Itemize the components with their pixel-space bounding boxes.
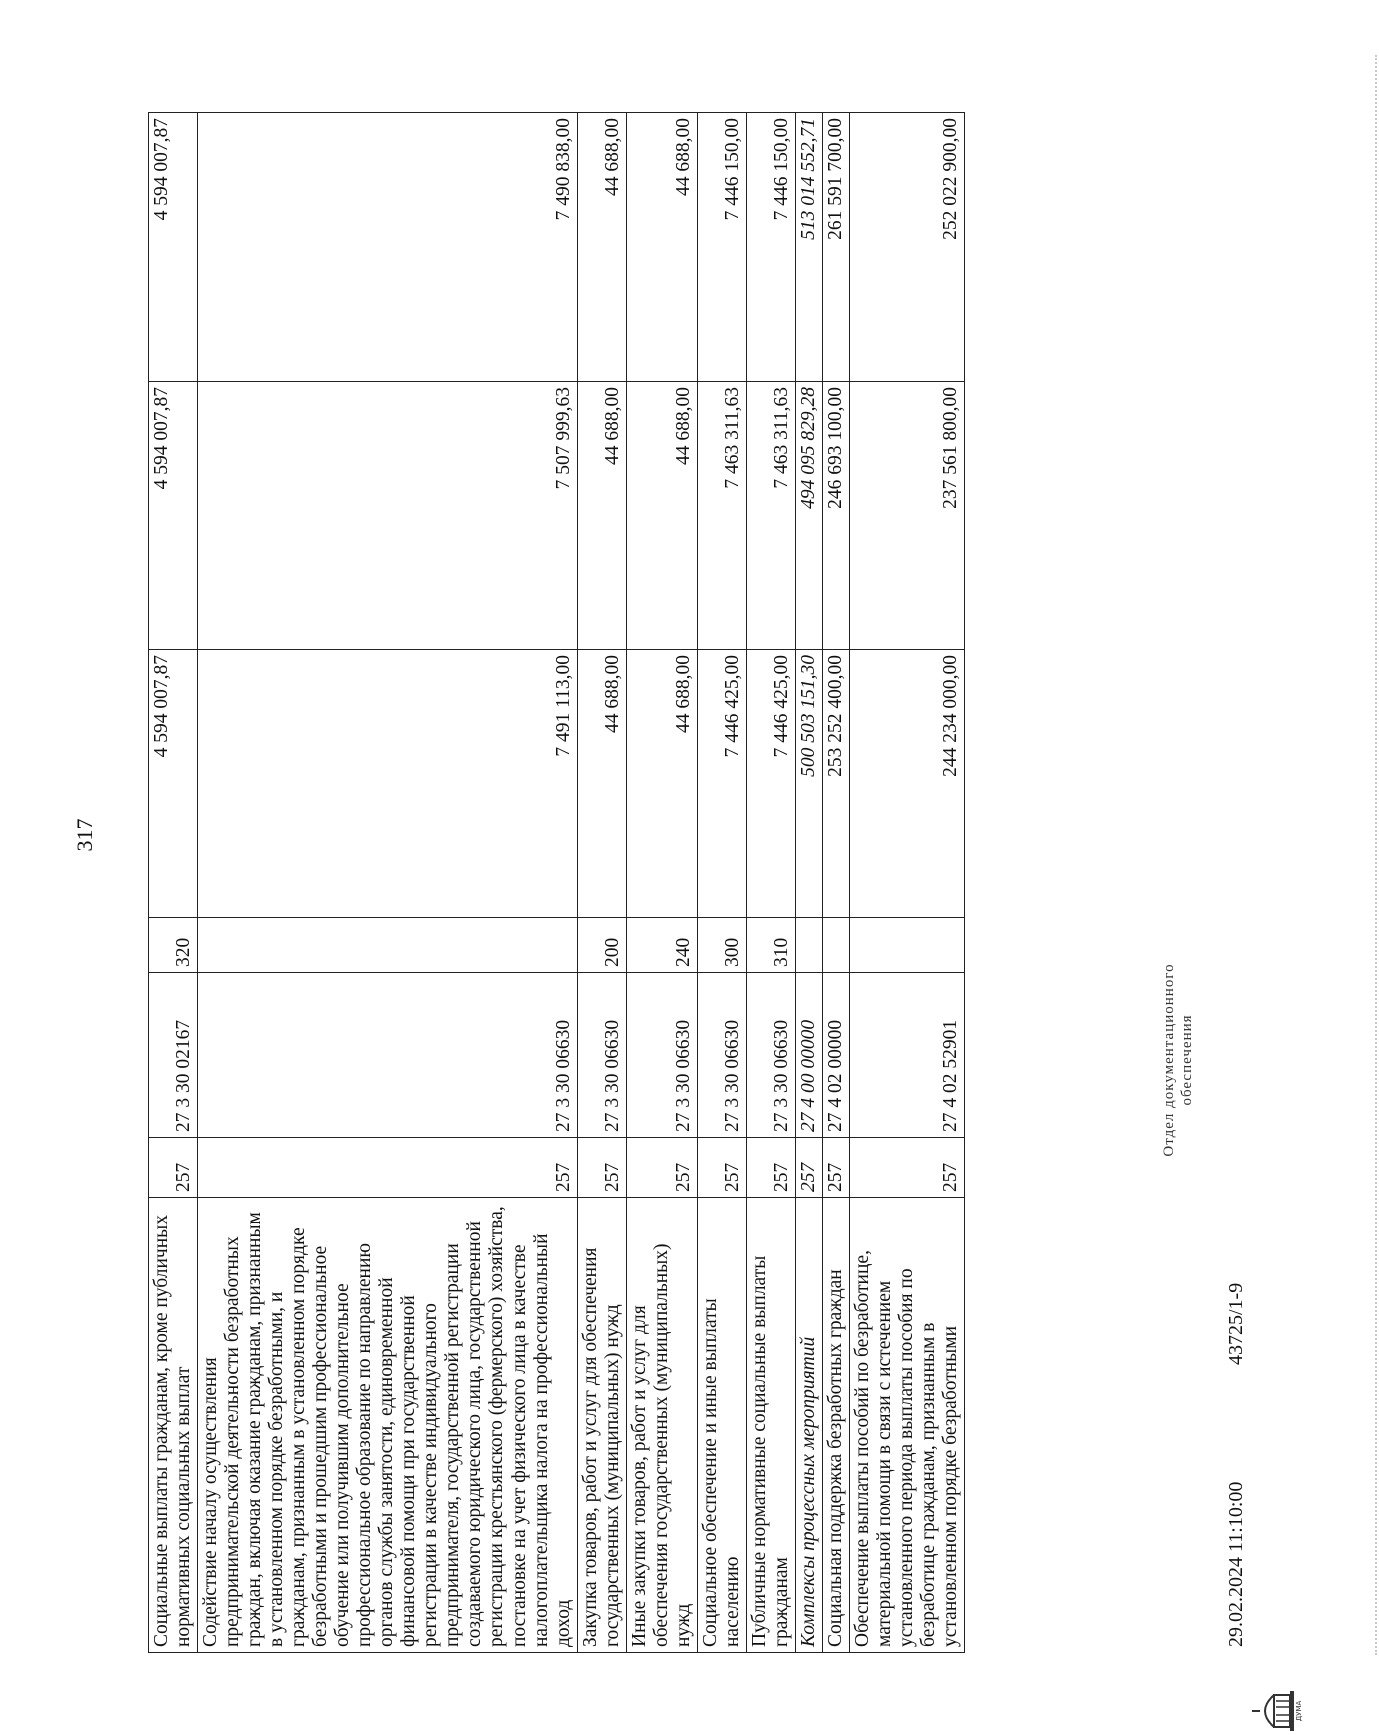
- amount-2025-cell: 7 507 999,63: [198, 382, 578, 650]
- ved-code-cell: 257: [849, 1138, 964, 1198]
- amount-2025-cell: 4 594 007,87: [149, 382, 198, 650]
- csr-code-cell: 27 3 30 06630: [697, 973, 746, 1138]
- amount-2025-cell: 7 463 311,63: [746, 382, 795, 650]
- vr-code-cell: [795, 918, 822, 973]
- csr-code-cell: 27 3 30 06630: [626, 973, 697, 1138]
- amount-2024-cell: 44 688,00: [577, 650, 626, 918]
- row-name-cell: Социальные выплаты гражданам, кроме публичных нормативных социальных выплат: [149, 1198, 198, 1653]
- amount-2024-cell: 500 503 151,30: [795, 650, 822, 918]
- amount-2025-cell: 44 688,00: [626, 382, 697, 650]
- row-name-cell: Обеспечение выплаты пособий по безработице, материальной помощи в связи с истечением установленного периода выплаты пособия по безработице гражданам, признанным в установленном порядке безработными: [849, 1198, 964, 1653]
- amount-2026-cell: 7 490 838,00: [198, 113, 578, 382]
- ved-code-cell: 257: [746, 1138, 795, 1198]
- budget-table: [148, 112, 965, 1653]
- table-row: [577, 113, 626, 1653]
- row-name-cell: Социальная поддержка безработных граждан: [822, 1198, 849, 1653]
- amount-2026-cell: 4 594 007,87: [149, 113, 198, 382]
- page-number: 317: [72, 818, 97, 852]
- table-row: [198, 113, 578, 1653]
- csr-code-cell: 27 3 30 02167: [149, 973, 198, 1138]
- row-name-cell: Содействие началу осуществления предпринимательской деятельности безработных граждан, включая оказание гражданам, признанным в установленном порядке безработными, и гражданам, признанным в установленном порядке безработными и прошедшим профессиональное обучение или получившим дополнительное профессиональное образование по направлению органов службы занятости, единовременной финансовой помощи при государственной регистрации в качестве индивидуального предпринимателя, государственной регистрации создаваемого юридического лица, государственной регистрации крестьянского (фермерского) хозяйства, постановке на учет физического лица в качестве налогоплательщика налога на профессиональный доход: [198, 1198, 578, 1653]
- ved-code-cell: 257: [198, 1138, 578, 1198]
- table-row: [795, 113, 822, 1653]
- row-name-cell: Иные закупки товаров, работ и услуг для обеспечения государственных (муниципальных) нужд: [626, 1198, 697, 1653]
- scan-margin-artifact: [1375, 55, 1379, 1655]
- stamp-line-1: Отдел документационного: [1161, 963, 1177, 1157]
- footer-doc-code: 43725/1-9: [1225, 1282, 1247, 1365]
- csr-code-cell: 27 3 30 06630: [198, 973, 578, 1138]
- ved-code-cell: 257: [822, 1138, 849, 1198]
- csr-code-cell: 27 4 02 52901: [849, 973, 964, 1138]
- amount-2025-cell: 7 463 311,63: [697, 382, 746, 650]
- ved-code-cell: 257: [626, 1138, 697, 1198]
- ved-code-cell: 257: [149, 1138, 198, 1198]
- amount-2026-cell: 513 014 552,71: [795, 113, 822, 382]
- vr-code-cell: 300: [697, 918, 746, 973]
- amount-2024-cell: 7 446 425,00: [746, 650, 795, 918]
- amount-2026-cell: 252 022 900,00: [849, 113, 964, 382]
- amount-2026-cell: 261 591 700,00: [822, 113, 849, 382]
- ved-code-cell: 257: [795, 1138, 822, 1198]
- table-row: [822, 113, 849, 1653]
- ved-code-cell: 257: [577, 1138, 626, 1198]
- amount-2024-cell: 7 491 113,00: [198, 650, 578, 918]
- table-row: [626, 113, 697, 1653]
- footer-date: 29.02.2024 11:10:00: [1225, 1481, 1247, 1647]
- table-row: [149, 113, 198, 1653]
- duma-logo-icon: [1250, 1687, 1302, 1735]
- row-name-cell: Комплексы процессных мероприятий: [795, 1198, 822, 1653]
- amount-2026-cell: 44 688,00: [626, 113, 697, 382]
- amount-2025-cell: 494 095 829,28: [795, 382, 822, 650]
- amount-2024-cell: 4 594 007,87: [149, 650, 198, 918]
- vr-code-cell: [198, 918, 578, 973]
- amount-2026-cell: 7 446 150,00: [746, 113, 795, 382]
- csr-code-cell: 27 3 30 06630: [746, 973, 795, 1138]
- row-name-cell: Публичные нормативные социальные выплаты гражданам: [746, 1198, 795, 1653]
- amount-2024-cell: 253 252 400,00: [822, 650, 849, 918]
- logo-text: ДУМА: [1295, 1700, 1303, 1722]
- department-stamp: [1160, 930, 1196, 1190]
- csr-code-cell: 27 4 00 00000: [795, 973, 822, 1138]
- csr-code-cell: 27 3 30 06630: [577, 973, 626, 1138]
- ved-code-cell: 257: [697, 1138, 746, 1198]
- stamp-line-2: обеспечения: [1179, 1014, 1195, 1106]
- row-name-cell: Социальное обеспечение и иные выплаты населению: [697, 1198, 746, 1653]
- table-row: [849, 113, 964, 1653]
- vr-code-cell: 240: [626, 918, 697, 973]
- csr-code-cell: 27 4 02 00000: [822, 973, 849, 1138]
- amount-2024-cell: 7 446 425,00: [697, 650, 746, 918]
- amount-2025-cell: 44 688,00: [577, 382, 626, 650]
- vr-code-cell: [822, 918, 849, 973]
- vr-code-cell: 200: [577, 918, 626, 973]
- amount-2025-cell: 246 693 100,00: [822, 382, 849, 650]
- vr-code-cell: 320: [149, 918, 198, 973]
- amount-2024-cell: 44 688,00: [626, 650, 697, 918]
- amount-2025-cell: 237 561 800,00: [849, 382, 964, 650]
- row-name-cell: Закупка товаров, работ и услуг для обеспечения государственных (муниципальных) нужд: [577, 1198, 626, 1653]
- amount-2026-cell: 7 446 150,00: [697, 113, 746, 382]
- vr-code-cell: [849, 918, 964, 973]
- vr-code-cell: 310: [746, 918, 795, 973]
- table-row: [697, 113, 746, 1653]
- table-row: [746, 113, 795, 1653]
- amount-2026-cell: 44 688,00: [577, 113, 626, 382]
- amount-2024-cell: 244 234 000,00: [849, 650, 964, 918]
